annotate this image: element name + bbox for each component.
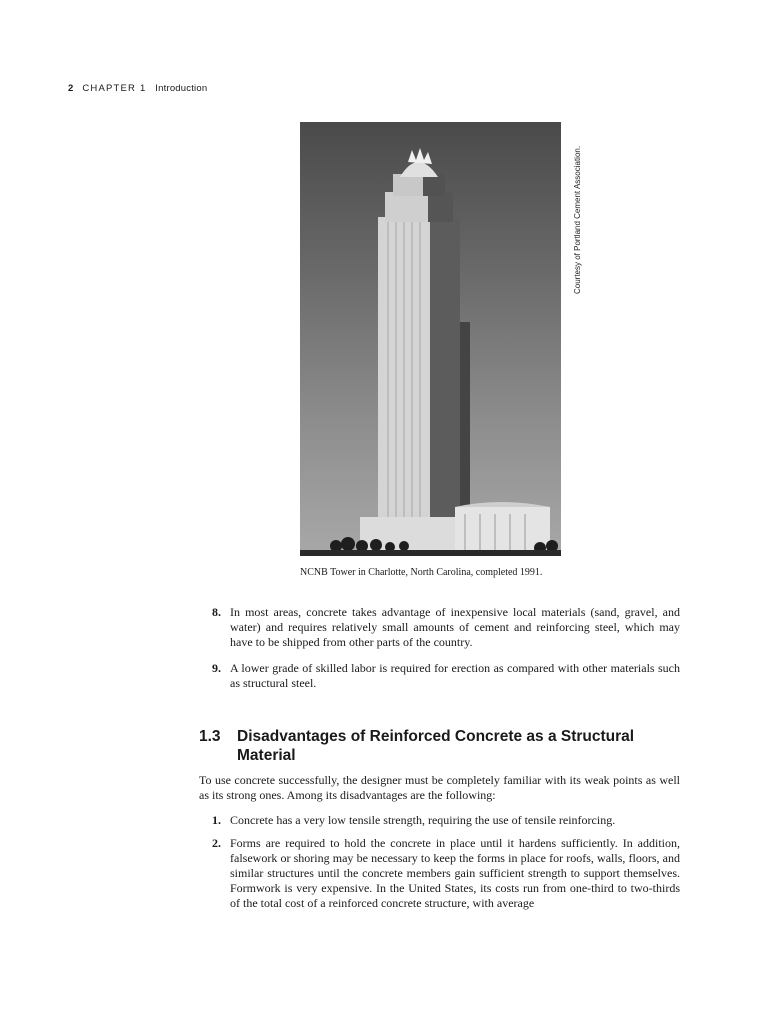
section-number: 1.3 <box>199 728 221 745</box>
tower-photo <box>300 122 561 556</box>
section-title-text: Disadvantages of Reinforced Concrete as a Structural Material <box>237 728 635 764</box>
list-item <box>212 605 680 650</box>
list-item <box>212 813 680 828</box>
page-number: 2 <box>68 83 74 94</box>
photo-credit: Courtesy of Portland Cement Association. <box>573 145 582 294</box>
list-text: Concrete has a very low tensile strength, requiring the use of tensile reinforcing. <box>230 813 616 827</box>
list-number: 9. <box>212 661 221 675</box>
figure-caption: NCNB Tower in Charlotte, North Carolina, completed 1991. <box>300 567 543 578</box>
list-item <box>212 836 680 911</box>
list-text: A lower grade of skilled labor is required for erection as compared with other materials such as structural steel. <box>230 661 680 690</box>
list-text: Forms are required to hold the concrete in place until it hardens sufficiently. In addition, falsework or shoring may be necessary to keep the forms in place for roofs, walls, floors, and similar structures until the concrete members gain sufficient strength to support themselves. Formwork is very expensive. In the United States, its costs run from one-third to two-thirds of the total cost of a reinforced concrete structure, with average <box>230 836 680 910</box>
list-number: 1. <box>212 813 221 827</box>
tower-illustration <box>300 122 561 556</box>
running-header <box>68 83 207 94</box>
list-number: 8. <box>212 605 221 619</box>
chapter-label: CHAPTER 1 <box>82 83 147 94</box>
section-heading <box>199 727 679 765</box>
list-item <box>212 661 680 691</box>
list-text: In most areas, concrete takes advantage of inexpensive local materials (sand, gravel, and water) and requires relatively small amounts of cement and reinforcing steel, which may have to be shipped from other parts of the country. <box>230 605 680 649</box>
chapter-title: Introduction <box>155 83 208 94</box>
intro-paragraph: To use concrete successfully, the designer must be completely familiar with its weak points as well as its strong ones. Among its disadvantages are the following: <box>199 773 680 802</box>
list-number: 2. <box>212 836 221 850</box>
